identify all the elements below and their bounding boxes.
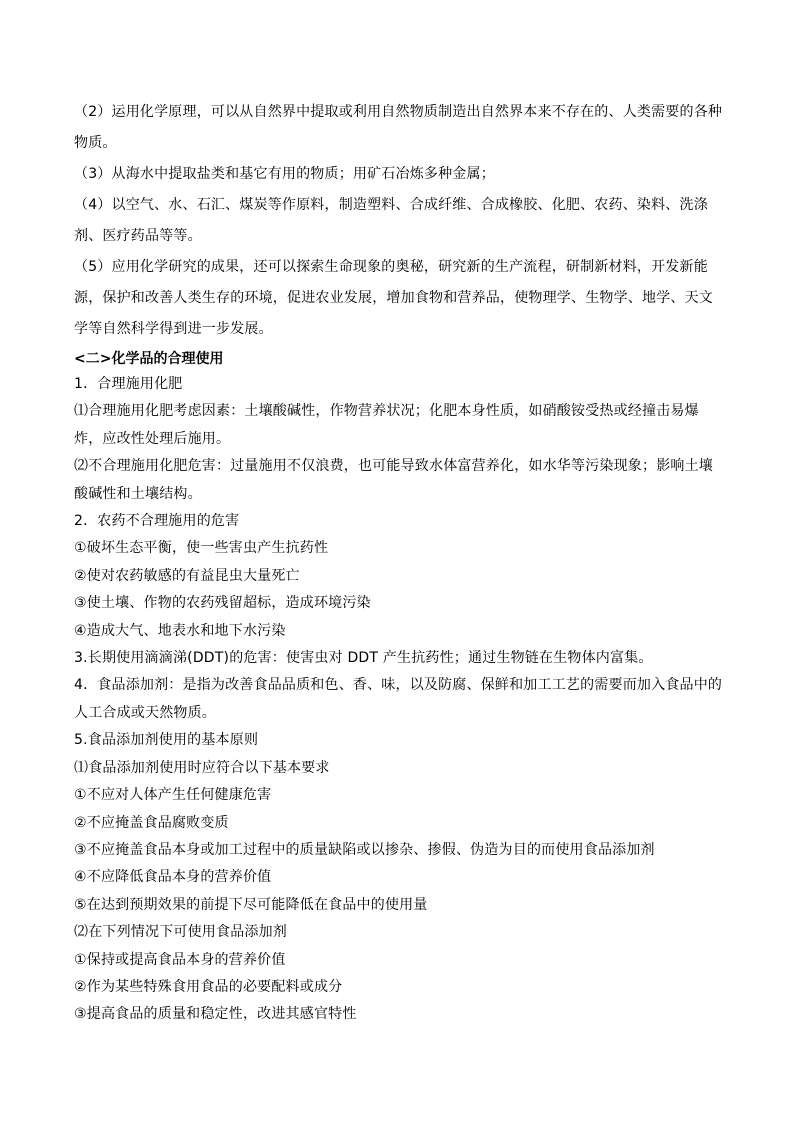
- paragraph-2: （2）运用化学原理，可以从自然界中提取或利用自然物质制造出自然界本来不存在的、人类需要的各种物质。: [74, 104, 723, 151]
- line-additive-definition: 4．食品添加剂：是指为改善食品品质和色、香、味，以及防腐、保鲜和加工工艺的需要而加入食品中的人工合成或天然物质。: [74, 677, 723, 721]
- paragraph-5: （5）应用化学研究的成果，还可以探索生命现象的奥秘，研究新的生产流程，研制新材料，开发新能源，保护和改善人类生存的环境，促进农业发展，增加食物和营养品，使物理学、生物学、地学、天文学等自然科学得到进一步发展。: [74, 259, 713, 337]
- line-ddt: 3.长期使用滴滴涕(DDT)的危害：使害虫对 DDT 产生抗药性；通过生物链在生物体内富集。: [74, 650, 653, 667]
- line-fertilizer-title: 1．合理施用化肥: [74, 376, 183, 392]
- section-heading: <二>化学品的合理使用: [74, 351, 224, 367]
- line-pesticide-2: ②使对农药敏感的有益昆虫大量死亡: [74, 567, 300, 584]
- line-usage-1: ①保持或提高食品本身的营养价值: [74, 951, 286, 968]
- line-requirement-5: ⑤在达到预期效果的前提下尽可能降低在食品中的使用量: [74, 896, 428, 913]
- line-requirement-1: ①不应对人体产生任何健康危害: [74, 787, 272, 804]
- line-usage-title: ⑵在下列情况下可使用食品添加剂: [74, 924, 287, 941]
- paragraph-3: （3）从海水中提取盐类和基它有用的物质；用矿石冶炼多种金属；: [74, 166, 495, 182]
- line-fertilizer-hazards: ⑵不合理施用化肥危害：过量施用不仅浪费，也可能导致水体富营养化，如水华等污染现象；影响土壤酸碱性和土壤结构。: [74, 458, 713, 502]
- line-requirements-title: ⑴食品添加剂使用时应符合以下基本要求: [74, 759, 330, 776]
- line-pesticide-title: 2．农药不合理施用的危害: [74, 513, 240, 530]
- line-additive-principles: 5.食品添加剂使用的基本原则: [74, 732, 259, 749]
- line-usage-2: ②作为某些特殊食用食品的必要配料或成分: [74, 978, 343, 995]
- line-fertilizer-factors: ⑴合理施用化肥考虑因素：土壤酸碱性，作物营养状况；化肥本身性质，如硝酸铵受热或经撞击易爆炸，应改性处理后施用。: [74, 403, 699, 447]
- line-pesticide-3: ③使土壤、作物的农药残留超标，造成环境污染: [74, 595, 371, 612]
- paragraph-4: （4）以空气、水、石汇、煤炭等作原料，制造塑料、合成纤维、合成橡胶、化肥、农药、染料、洗涤剂、医疗药品等等。: [74, 197, 708, 244]
- line-requirement-2: ②不应掩盖食品腐败变质: [74, 814, 229, 831]
- line-pesticide-1: ①破坏生态平衡，使一些害虫产生抗药性: [74, 540, 329, 557]
- document-content: [74, 97, 724, 1029]
- line-usage-3: ③提高食品的质量和稳定性，改进其感官特性: [74, 1006, 357, 1023]
- line-pesticide-4: ④造成大气、地表水和地下水污染: [74, 622, 286, 639]
- line-requirement-3: ③不应掩盖食品本身或加工过程中的质量缺陷或以掺杂、掺假、伪造为目的而使用食品添加剂: [74, 841, 655, 858]
- line-requirement-4: ④不应降低食品本身的营养价值: [74, 869, 272, 886]
